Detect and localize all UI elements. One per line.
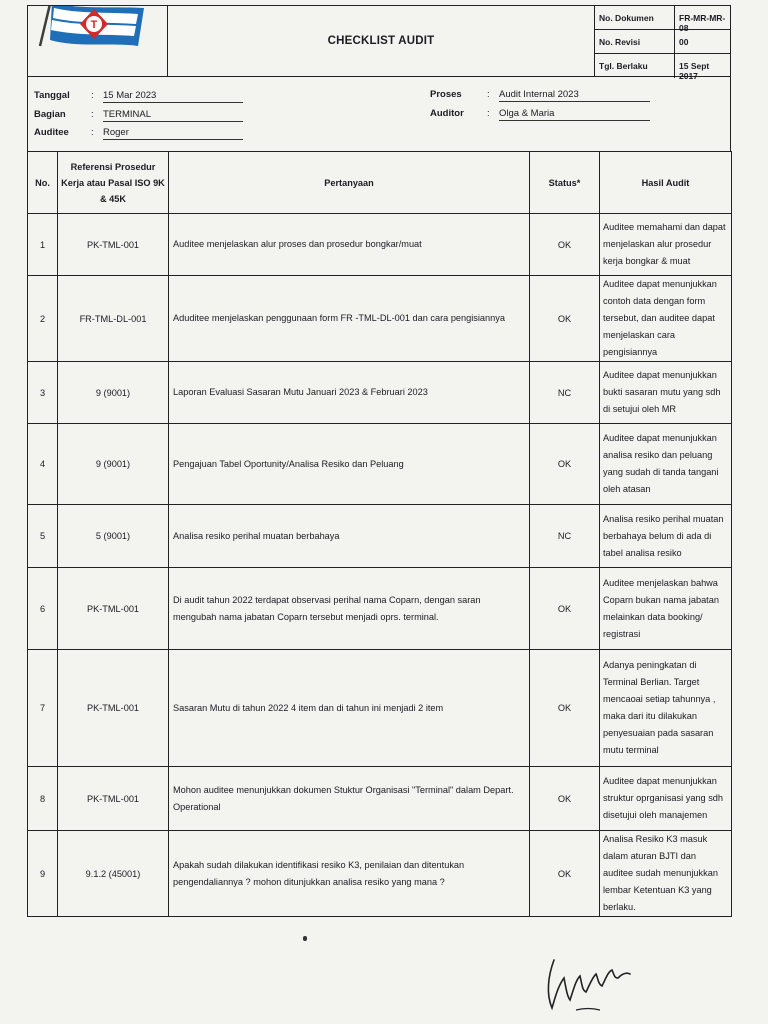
meta-value: 00 <box>679 37 689 47</box>
logo-cell <box>28 6 168 76</box>
table-row <box>28 505 732 568</box>
row-result: Auditee dapat menunjukkan struktur oprganisasi yang sdh disetujui oleh manajemen <box>600 767 732 831</box>
info-label: Proses <box>430 89 462 100</box>
row-result: Auditee dapat menunjukkan contoh data dengan form tersebut, dan auditee dapat menjelaskan cara pengisiannya <box>600 276 732 362</box>
row-question: Pengajuan Tabel Oportunity/Analisa Resiko dan Peluang <box>169 424 530 505</box>
info-label: Auditor <box>430 108 464 119</box>
row-reference: 9 (9001) <box>58 362 169 424</box>
row-no: 8 <box>28 767 58 831</box>
row-question: Auditee menjelaskan alur proses dan prosedur bongkar/muat <box>169 214 530 276</box>
row-status: NC <box>530 362 600 424</box>
ink-mark <box>303 936 307 941</box>
audit-info <box>27 77 731 151</box>
info-separator: : <box>91 90 94 101</box>
row-result: Auditee dapat menunjukkan bukti sasaran mutu yang sdh di setujui oleh MR <box>600 362 732 424</box>
row-reference: PK-TML-001 <box>58 568 169 650</box>
row-result: Auditee dapat menunjukkan analisa resiko dan peluang yang sudah di tanda tangani oleh atasan <box>600 424 732 505</box>
header-reference: Referensi Prosedur Kerja atau Pasal ISO 9K & 45K <box>58 152 169 214</box>
info-value: TERMINAL <box>103 109 243 122</box>
logo-letter: T <box>90 19 98 31</box>
row-no: 3 <box>28 362 58 424</box>
row-status: OK <box>530 214 600 276</box>
row-question: Sasaran Mutu di tahun 2022 4 item dan di tahun ini menjadi 2 item <box>169 650 530 767</box>
header-status: Status* <box>530 152 600 214</box>
row-reference: 5 (9001) <box>58 505 169 568</box>
header-result: Hasil Audit <box>600 152 732 214</box>
info-separator: : <box>487 108 490 119</box>
meta-label: Tgl. Berlaku <box>595 54 675 78</box>
row-no: 5 <box>28 505 58 568</box>
meta-label: No. Dokumen <box>595 6 675 29</box>
info-value: Roger <box>103 127 243 140</box>
meta-label: No. Revisi <box>595 30 675 53</box>
row-result: Analisa Resiko K3 masuk dalam aturan BJTI dan auditee sudah menunjukkan lembar Ketentuan K3 yang berlaku. <box>600 831 732 917</box>
row-reference: 9 (9001) <box>58 424 169 505</box>
row-reference: 9.1.2 (45001) <box>58 831 169 917</box>
row-status: OK <box>530 568 600 650</box>
table-row <box>28 214 732 276</box>
row-status: OK <box>530 831 600 917</box>
row-result: Adanya peningkatan di Terminal Berlian. Target mencaoai setiap tahunnya , maka dari itu dilakukan penyesuaian pada sasaran mutu terminal <box>600 650 732 767</box>
row-question: Mohon auditee menunjukkan dokumen Stuktur Organisasi "Terminal" dalam Depart. Operational <box>169 767 530 831</box>
header-question: Pertanyaan <box>169 152 530 214</box>
meta-value: 15 Sept 2017 <box>679 61 710 81</box>
row-status: OK <box>530 650 600 767</box>
row-reference: PK-TML-001 <box>58 767 169 831</box>
row-no: 6 <box>28 568 58 650</box>
meta-row <box>595 30 730 54</box>
row-no: 4 <box>28 424 58 505</box>
row-status: OK <box>530 424 600 505</box>
table-row <box>28 362 732 424</box>
meta-value: FR-MR-MR-08 <box>679 13 726 33</box>
row-no: 7 <box>28 650 58 767</box>
row-result: Auditee memahami dan dapat menjelaskan alur prosedur kerja bongkar & muat <box>600 214 732 276</box>
row-no: 9 <box>28 831 58 917</box>
row-result: Analisa resiko perihal muatan berbahaya belum di ada di tabel analisa resiko <box>600 505 732 568</box>
info-separator: : <box>91 109 94 120</box>
table-row <box>28 424 732 505</box>
info-label: Auditee <box>34 127 69 138</box>
info-separator: : <box>487 89 490 100</box>
row-question: Analisa resiko perihal muatan berbahaya <box>169 505 530 568</box>
row-no: 2 <box>28 276 58 362</box>
row-question: Di audit tahun 2022 terdapat observasi perihal nama Coparn, dengan saran mengubah nama jabatan Coparn tersebut menjadi oprs. terminal. <box>169 568 530 650</box>
info-value: 15 Mar 2023 <box>103 90 243 103</box>
row-no: 1 <box>28 214 58 276</box>
row-status: OK <box>530 767 600 831</box>
document-title: CHECKLIST AUDIT <box>327 35 435 47</box>
meta-row <box>595 6 730 33</box>
row-reference: PK-TML-001 <box>58 214 169 276</box>
info-value: Audit Internal 2023 <box>499 89 650 102</box>
company-flag-logo-icon <box>28 6 168 76</box>
audit-table <box>27 151 732 917</box>
document-header <box>27 5 731 81</box>
row-status: NC <box>530 505 600 568</box>
row-reference: PK-TML-001 <box>58 650 169 767</box>
header-no: No. <box>28 152 58 214</box>
info-label: Bagian <box>34 109 66 120</box>
row-status: OK <box>530 276 600 362</box>
info-label: Tanggal <box>34 90 70 101</box>
row-question: Laporan Evaluasi Sasaran Mutu Januari 2023 & Februari 2023 <box>169 362 530 424</box>
row-result: Auditee menjelaskan bahwa Coparn bukan nama jabatan melainkan data booking/ registrasi <box>600 568 732 650</box>
info-separator: : <box>91 127 94 138</box>
table-row <box>28 767 732 831</box>
handwritten-signature-icon <box>540 948 640 1018</box>
row-question: Apakah sudah dilakukan identifikasi resiko K3, penilaian dan ditentukan pengendaliannya ? mohon ditunjukkan analisa resiko yang mana ? <box>169 831 530 917</box>
meta-row <box>595 54 730 81</box>
table-row <box>28 568 732 650</box>
table-header-row <box>28 152 732 214</box>
row-reference: FR-TML-DL-001 <box>58 276 169 362</box>
table-row <box>28 650 732 767</box>
info-value: Olga & Maria <box>499 108 650 121</box>
table-row <box>28 276 732 362</box>
row-question: Aduditee menjelaskan penggunaan form FR -TML-DL-001 dan cara pengisiannya <box>169 276 530 362</box>
document-meta <box>594 6 730 81</box>
table-row <box>28 831 732 917</box>
